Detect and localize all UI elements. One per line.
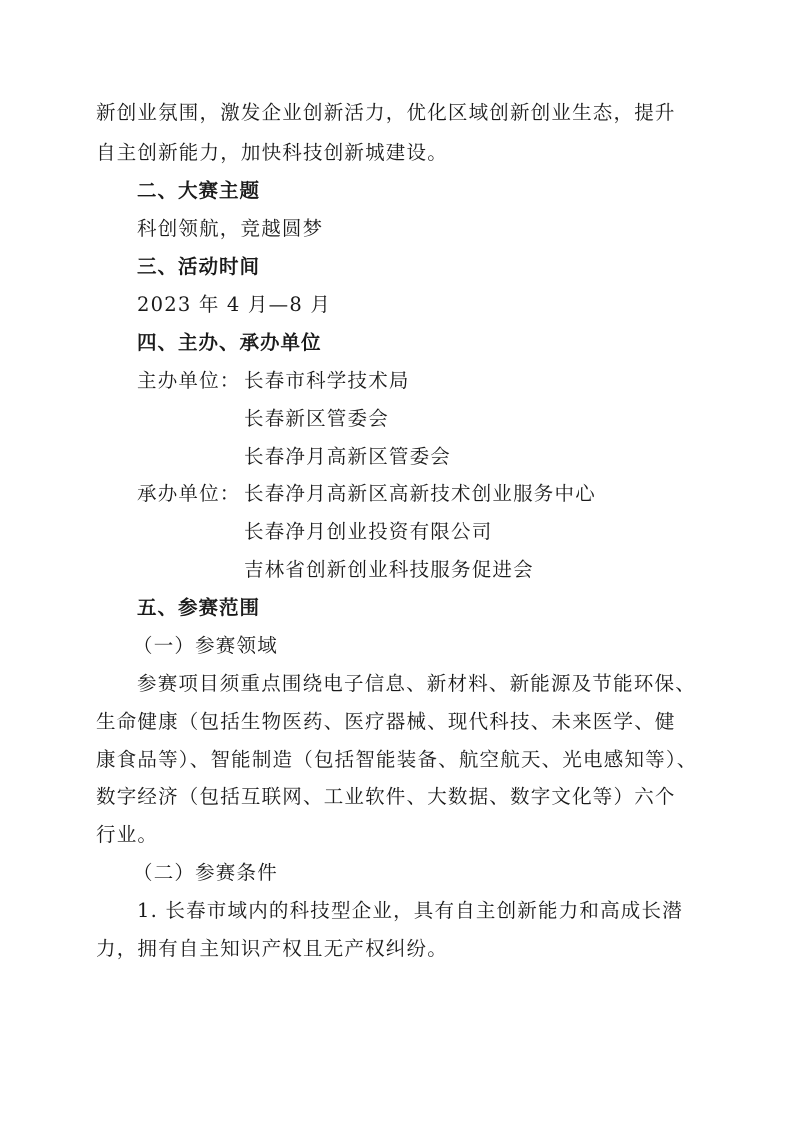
paragraph-line: 1. 长春市域内的科技型企业，具有自主创新能力和高成长潜 — [137, 899, 683, 922]
section-heading-units: 四、主办、承办单位 — [137, 331, 322, 354]
section-heading-theme: 二、大赛主题 — [137, 179, 261, 202]
intro-line-2: 自主创新能力，加快科技创新城建设。 — [96, 141, 448, 164]
paragraph-line: 参赛项目须重点围绕电子信息、新材料、新能源及节能环保、 — [137, 672, 696, 695]
organizer-unit: 长春净月高新区高新技术创业服务中心 — [244, 482, 596, 505]
host-label: 主办单位： — [137, 369, 241, 392]
organizer-label: 承办单位： — [137, 482, 241, 505]
paragraph-line: 行业。 — [96, 823, 159, 846]
paragraph-line: 生命健康（包括生物医药、医疗器械、现代科技、未来医学、健 — [96, 710, 676, 733]
host-unit: 长春新区管委会 — [244, 407, 389, 430]
subsection-heading-fields: （一）参赛领域 — [133, 634, 278, 657]
section-content-theme: 科创领航，竞越圆梦 — [137, 217, 324, 240]
host-unit: 长春净月高新区管委会 — [244, 445, 452, 468]
paragraph-line: 数字经济（包括互联网、工业软件、大数据、数字文化等）六个 — [96, 785, 676, 808]
organizer-unit: 吉林省创新创业科技服务促进会 — [244, 558, 534, 581]
host-unit: 长春市科学技术局 — [244, 369, 410, 392]
subsection-heading-conditions: （二）参赛条件 — [133, 861, 278, 884]
section-heading-time: 三、活动时间 — [137, 255, 261, 278]
section-content-time: 2023 年 4 月—8 月 — [137, 293, 332, 316]
paragraph-line: 康食品等）、智能制造（包括智能装备、航空航天、光电感知等）、 — [96, 748, 698, 771]
intro-line-1: 新创业氛围，激发企业创新活力，优化区域创新创业生态，提升 — [96, 101, 676, 124]
organizer-unit: 长春净月创业投资有限公司 — [244, 520, 493, 543]
section-heading-scope: 五、参赛范围 — [137, 596, 261, 619]
paragraph-line: 力，拥有自主知识产权且无产权纠纷。 — [96, 937, 448, 960]
